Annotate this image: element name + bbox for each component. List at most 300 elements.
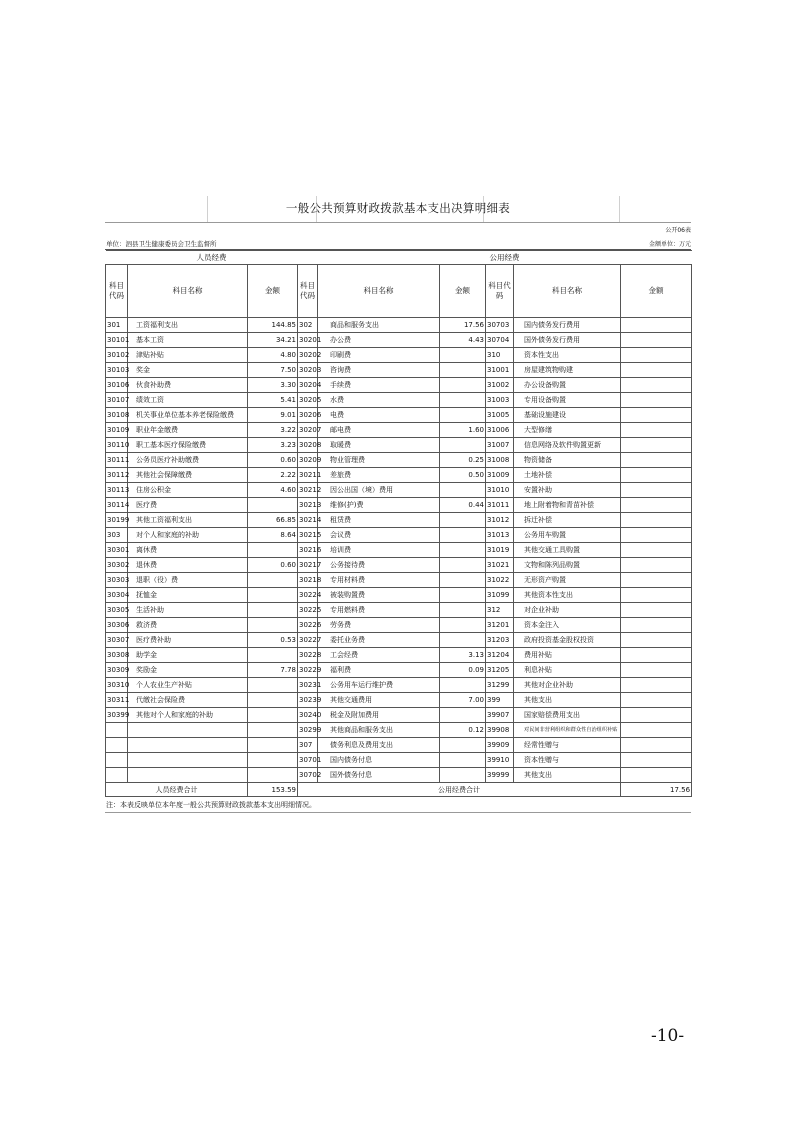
personnel-total-value: 153.59 — [248, 783, 298, 797]
code-cell: 31012 — [486, 513, 514, 528]
code-cell: 31006 — [486, 423, 514, 438]
name-cell: 对个人和家庭的补助 — [128, 528, 248, 543]
form-number-row — [105, 223, 691, 235]
table-row — [106, 558, 692, 573]
name-cell: 安置补助 — [514, 483, 621, 498]
code-cell: 30301 — [106, 543, 128, 558]
name-cell: 对民间非营利组织和群众性自治组织补贴 — [514, 723, 621, 738]
amount-cell: 7.00 — [440, 693, 486, 708]
amount-cell — [621, 558, 692, 573]
unit-label: 单位：泗县卫生健康委员会卫生监督所 — [106, 240, 217, 248]
code-cell: 31021 — [486, 558, 514, 573]
amount-cell — [440, 738, 486, 753]
code-cell: 39908 — [486, 723, 514, 738]
name-cell: 国内债务付息 — [318, 753, 440, 768]
name-cell: 工会经费 — [318, 648, 440, 663]
table-row — [106, 693, 692, 708]
amount-cell — [621, 753, 692, 768]
amount-cell — [621, 333, 692, 348]
amount-cell — [440, 753, 486, 768]
code-cell: 30309 — [106, 663, 128, 678]
name-cell: 大型修缮 — [514, 423, 621, 438]
code-cell: 30216 — [298, 543, 318, 558]
amount-cell — [621, 588, 692, 603]
amount-cell — [440, 603, 486, 618]
code-cell: 30226 — [298, 618, 318, 633]
amount-cell — [621, 393, 692, 408]
name-cell: 其他交通费用 — [318, 693, 440, 708]
table-row — [106, 618, 692, 633]
amount-cell: 0.60 — [248, 453, 298, 468]
name-cell: 咨询费 — [318, 363, 440, 378]
name-cell: 水费 — [318, 393, 440, 408]
amount-cell — [621, 468, 692, 483]
name-cell: 委托业务费 — [318, 633, 440, 648]
amount-cell: 7.78 — [248, 663, 298, 678]
name-cell: 职业年金缴费 — [128, 423, 248, 438]
table-row — [106, 738, 692, 753]
amount-cell — [440, 393, 486, 408]
name-cell: 拆迁补偿 — [514, 513, 621, 528]
name-cell: 印刷费 — [318, 348, 440, 363]
name-cell: 公务用车购置 — [514, 528, 621, 543]
amount-cell — [440, 513, 486, 528]
name-cell: 基础设施建设 — [514, 408, 621, 423]
code-cell: 30701 — [298, 753, 318, 768]
amount-cell: 0.25 — [440, 453, 486, 468]
amount-cell: 0.44 — [440, 498, 486, 513]
amount-cell — [248, 618, 298, 633]
name-cell: 奖金 — [128, 363, 248, 378]
name-cell: 公务接待费 — [318, 558, 440, 573]
table-row — [106, 423, 692, 438]
name-cell: 住房公积金 — [128, 483, 248, 498]
name-cell: 办公费 — [318, 333, 440, 348]
code-cell: 30110 — [106, 438, 128, 453]
amount-cell — [621, 738, 692, 753]
table-row — [106, 723, 692, 738]
amount-cell — [621, 723, 692, 738]
code-cell: 30308 — [106, 648, 128, 663]
code-cell: 30204 — [298, 378, 318, 393]
table-row — [106, 768, 692, 783]
totals-row — [106, 783, 692, 797]
code-cell: 30109 — [106, 423, 128, 438]
code-cell: 30305 — [106, 603, 128, 618]
name-cell: 房屋建筑物购建 — [514, 363, 621, 378]
name-cell — [128, 723, 248, 738]
code-cell: 30215 — [298, 528, 318, 543]
amount-cell — [621, 498, 692, 513]
name-cell: 生活补助 — [128, 603, 248, 618]
name-cell: 利息补贴 — [514, 663, 621, 678]
code-cell: 31204 — [486, 648, 514, 663]
amount-cell — [440, 678, 486, 693]
table-row — [106, 483, 692, 498]
name-cell: 其他对个人和家庭的补助 — [128, 708, 248, 723]
amount-cell: 34.21 — [248, 333, 298, 348]
amount-cell — [440, 573, 486, 588]
name-cell: 政府投资基金股权投资 — [514, 633, 621, 648]
name-cell: 医疗费补助 — [128, 633, 248, 648]
name-cell: 差旅费 — [318, 468, 440, 483]
header-amount: 金额 — [621, 265, 692, 318]
name-cell: 资本金注入 — [514, 618, 621, 633]
name-cell: 公务员医疗补助缴费 — [128, 453, 248, 468]
amount-cell — [440, 438, 486, 453]
name-cell: 离休费 — [128, 543, 248, 558]
name-cell: 退休费 — [128, 558, 248, 573]
amount-cell — [621, 708, 692, 723]
code-cell: 30111 — [106, 453, 128, 468]
name-cell: 被装购置费 — [318, 588, 440, 603]
amount-cell — [621, 633, 692, 648]
code-cell: 30218 — [298, 573, 318, 588]
amount-cell: 0.53 — [248, 633, 298, 648]
header-code: 科目代码 — [486, 265, 514, 318]
amount-cell — [440, 408, 486, 423]
amount-cell — [248, 678, 298, 693]
code-cell: 31299 — [486, 678, 514, 693]
name-cell: 物业管理费 — [318, 453, 440, 468]
code-cell: 30231 — [298, 678, 318, 693]
code-cell: 30207 — [298, 423, 318, 438]
amount-cell — [440, 483, 486, 498]
code-cell: 30205 — [298, 393, 318, 408]
name-cell: 工资福利支出 — [128, 318, 248, 333]
code-cell: 30702 — [298, 768, 318, 783]
amount-cell — [621, 423, 692, 438]
table-row — [106, 468, 692, 483]
amount-cell — [440, 558, 486, 573]
code-cell: 30229 — [298, 663, 318, 678]
public-total-label: 公用经费合计 — [298, 783, 621, 797]
code-cell: 303 — [106, 528, 128, 543]
amount-cell — [440, 348, 486, 363]
name-cell: 邮电费 — [318, 423, 440, 438]
code-cell: 307 — [298, 738, 318, 753]
code-cell — [106, 738, 128, 753]
amount-cell: 4.60 — [248, 483, 298, 498]
amount-cell — [248, 573, 298, 588]
amount-cell — [621, 318, 692, 333]
code-cell: 30239 — [298, 693, 318, 708]
code-cell: 31007 — [486, 438, 514, 453]
name-cell: 维修(护)费 — [318, 498, 440, 513]
amount-cell — [621, 768, 692, 783]
name-cell: 培训费 — [318, 543, 440, 558]
header-name: 科目名称 — [514, 265, 621, 318]
name-cell: 会议费 — [318, 528, 440, 543]
name-cell: 信息网络及软件购置更新 — [514, 438, 621, 453]
table-row — [106, 633, 692, 648]
code-cell: 30307 — [106, 633, 128, 648]
page-number: -10- — [651, 1026, 685, 1046]
name-cell: 地上附着物和青苗补偿 — [514, 498, 621, 513]
amount-cell — [621, 408, 692, 423]
code-cell: 30306 — [106, 618, 128, 633]
name-cell: 电费 — [318, 408, 440, 423]
name-cell: 其他交通工具购置 — [514, 543, 621, 558]
name-cell: 无形资产购置 — [514, 573, 621, 588]
name-cell: 助学金 — [128, 648, 248, 663]
amount-cell — [440, 618, 486, 633]
table-row — [106, 498, 692, 513]
amount-cell — [621, 573, 692, 588]
amount-cell — [621, 693, 692, 708]
code-cell: 30208 — [298, 438, 318, 453]
code-cell: 30211 — [298, 468, 318, 483]
name-cell: 代缴社会保险费 — [128, 693, 248, 708]
code-cell: 30310 — [106, 678, 128, 693]
amount-cell — [621, 453, 692, 468]
name-cell: 机关事业单位基本养老保险缴费 — [128, 408, 248, 423]
unit-row — [105, 235, 691, 250]
form-number: 公开06表 — [665, 227, 691, 234]
code-cell: 30704 — [486, 333, 514, 348]
amount-cell — [248, 693, 298, 708]
table-row — [106, 363, 692, 378]
amount-cell: 144.85 — [248, 318, 298, 333]
amount-cell — [248, 753, 298, 768]
amount-cell — [440, 378, 486, 393]
name-cell: 奖励金 — [128, 663, 248, 678]
code-cell: 31019 — [486, 543, 514, 558]
amount-cell — [621, 528, 692, 543]
amount-cell — [248, 723, 298, 738]
code-cell: 30103 — [106, 363, 128, 378]
amount-cell — [248, 648, 298, 663]
table-row — [106, 333, 692, 348]
code-cell: 30102 — [106, 348, 128, 363]
header-name: 科目名称 — [128, 265, 248, 318]
name-cell: 职工基本医疗保险缴费 — [128, 438, 248, 453]
amount-cell — [440, 543, 486, 558]
name-cell: 取暖费 — [318, 438, 440, 453]
code-cell — [106, 723, 128, 738]
code-cell: 39999 — [486, 768, 514, 783]
code-cell: 39910 — [486, 753, 514, 768]
code-cell: 31022 — [486, 573, 514, 588]
code-cell: 30106 — [106, 378, 128, 393]
code-cell: 30240 — [298, 708, 318, 723]
table-row — [106, 408, 692, 423]
name-cell: 土地补偿 — [514, 468, 621, 483]
header-amount: 金额 — [440, 265, 486, 318]
table-row — [106, 378, 692, 393]
section-public: 公用经费 — [318, 251, 692, 265]
code-cell: 30214 — [298, 513, 318, 528]
code-cell: 31013 — [486, 528, 514, 543]
table-note: 注：本表反映单位本年度一般公共预算财政拨款基本支出明细情况。 — [106, 801, 316, 809]
amount-cell: 0.60 — [248, 558, 298, 573]
amount-cell: 0.09 — [440, 663, 486, 678]
amount-cell — [621, 513, 692, 528]
code-cell: 30206 — [298, 408, 318, 423]
amount-unit-label: 金额单位：万元 — [648, 241, 691, 248]
name-cell: 国内债务发行费用 — [514, 318, 621, 333]
name-cell: 税金及附加费用 — [318, 708, 440, 723]
name-cell: 手续费 — [318, 378, 440, 393]
name-cell: 公务用车运行维护费 — [318, 678, 440, 693]
amount-cell: 17.56 — [440, 318, 486, 333]
name-cell: 其他商品和服务支出 — [318, 723, 440, 738]
code-cell: 39907 — [486, 708, 514, 723]
code-cell: 31203 — [486, 633, 514, 648]
code-cell: 30202 — [298, 348, 318, 363]
report-sheet — [105, 196, 691, 813]
name-cell: 专用材料费 — [318, 573, 440, 588]
code-cell: 30213 — [298, 498, 318, 513]
code-cell: 31001 — [486, 363, 514, 378]
code-cell: 30228 — [298, 648, 318, 663]
name-cell: 因公出国（境）费用 — [318, 483, 440, 498]
name-cell: 其他支出 — [514, 693, 621, 708]
name-cell: 其他对企业补助 — [514, 678, 621, 693]
code-cell: 30302 — [106, 558, 128, 573]
table-row — [106, 348, 692, 363]
amount-cell: 4.43 — [440, 333, 486, 348]
amount-cell — [621, 663, 692, 678]
amount-cell — [440, 708, 486, 723]
amount-cell — [440, 363, 486, 378]
code-cell: 312 — [486, 603, 514, 618]
table-row — [106, 708, 692, 723]
code-cell — [106, 768, 128, 783]
code-cell: 30209 — [298, 453, 318, 468]
amount-cell — [621, 678, 692, 693]
header-code: 科目代码 — [106, 265, 128, 318]
table-row — [106, 603, 692, 618]
amount-cell: 9.01 — [248, 408, 298, 423]
table-row — [106, 753, 692, 768]
code-cell: 30199 — [106, 513, 128, 528]
name-cell: 国家赔偿费用支出 — [514, 708, 621, 723]
header-row — [106, 265, 692, 318]
amount-cell — [440, 588, 486, 603]
name-cell: 抚恤金 — [128, 588, 248, 603]
code-cell: 31005 — [486, 408, 514, 423]
code-cell: 31201 — [486, 618, 514, 633]
amount-cell — [621, 348, 692, 363]
amount-cell — [440, 768, 486, 783]
code-cell: 31008 — [486, 453, 514, 468]
amount-cell: 7.50 — [248, 363, 298, 378]
code-cell: 30203 — [298, 363, 318, 378]
code-cell: 39909 — [486, 738, 514, 753]
code-cell: 30101 — [106, 333, 128, 348]
name-cell: 费用补贴 — [514, 648, 621, 663]
name-cell: 专用燃料费 — [318, 603, 440, 618]
amount-cell — [621, 603, 692, 618]
name-cell: 基本工资 — [128, 333, 248, 348]
code-cell: 31205 — [486, 663, 514, 678]
amount-cell — [248, 543, 298, 558]
table-row — [106, 528, 692, 543]
report-title: 一般公共预算财政拨款基本支出决算明细表 — [285, 201, 511, 215]
amount-cell: 5.41 — [248, 393, 298, 408]
code-cell: 31003 — [486, 393, 514, 408]
code-cell — [106, 753, 128, 768]
name-cell: 福利费 — [318, 663, 440, 678]
name-cell: 资本性支出 — [514, 348, 621, 363]
code-cell: 30311 — [106, 693, 128, 708]
name-cell: 其他社会保障缴费 — [128, 468, 248, 483]
amount-cell — [621, 483, 692, 498]
name-cell: 对企业补助 — [514, 603, 621, 618]
table-row — [106, 588, 692, 603]
name-cell: 租赁费 — [318, 513, 440, 528]
code-cell: 30227 — [298, 633, 318, 648]
header-code: 科目代码 — [298, 265, 318, 318]
amount-cell — [248, 588, 298, 603]
personnel-total-label: 人员经费合计 — [106, 783, 248, 797]
name-cell — [128, 768, 248, 783]
code-cell: 30108 — [106, 408, 128, 423]
section-personnel: 人员经费 — [106, 251, 318, 265]
table-row — [106, 543, 692, 558]
amount-cell: 0.50 — [440, 468, 486, 483]
amount-cell — [621, 648, 692, 663]
code-cell: 30303 — [106, 573, 128, 588]
amount-cell — [248, 738, 298, 753]
code-cell: 30114 — [106, 498, 128, 513]
table-row — [106, 513, 692, 528]
amount-cell: 0.12 — [440, 723, 486, 738]
name-cell — [128, 753, 248, 768]
amount-cell — [440, 633, 486, 648]
header-amount: 金额 — [248, 265, 298, 318]
code-cell: 30225 — [298, 603, 318, 618]
code-cell: 310 — [486, 348, 514, 363]
code-cell: 30112 — [106, 468, 128, 483]
amount-cell: 1.60 — [440, 423, 486, 438]
table-row — [106, 453, 692, 468]
table-row — [106, 648, 692, 663]
amount-cell: 3.23 — [248, 438, 298, 453]
name-cell: 债务利息及费用支出 — [318, 738, 440, 753]
table-row — [106, 573, 692, 588]
name-cell: 其他支出 — [514, 768, 621, 783]
header-name: 科目名称 — [318, 265, 440, 318]
code-cell: 30107 — [106, 393, 128, 408]
code-cell: 30304 — [106, 588, 128, 603]
amount-cell — [440, 528, 486, 543]
amount-cell — [248, 768, 298, 783]
code-cell: 301 — [106, 318, 128, 333]
name-cell: 救济费 — [128, 618, 248, 633]
name-cell: 国外债务付息 — [318, 768, 440, 783]
code-cell: 30299 — [298, 723, 318, 738]
code-cell: 399 — [486, 693, 514, 708]
name-cell: 文物和陈列品购置 — [514, 558, 621, 573]
amount-cell — [248, 708, 298, 723]
code-cell: 31009 — [486, 468, 514, 483]
amount-cell — [621, 363, 692, 378]
table-row — [106, 318, 692, 333]
name-cell: 医疗费 — [128, 498, 248, 513]
name-cell: 资本性赠与 — [514, 753, 621, 768]
name-cell: 国外债务发行费用 — [514, 333, 621, 348]
amount-cell: 2.22 — [248, 468, 298, 483]
expenditure-table — [105, 250, 692, 797]
title-row — [105, 196, 691, 223]
name-cell: 个人农业生产补贴 — [128, 678, 248, 693]
name-cell: 专用设备购置 — [514, 393, 621, 408]
amount-cell — [621, 543, 692, 558]
name-cell: 退职（役）费 — [128, 573, 248, 588]
code-cell: 31099 — [486, 588, 514, 603]
